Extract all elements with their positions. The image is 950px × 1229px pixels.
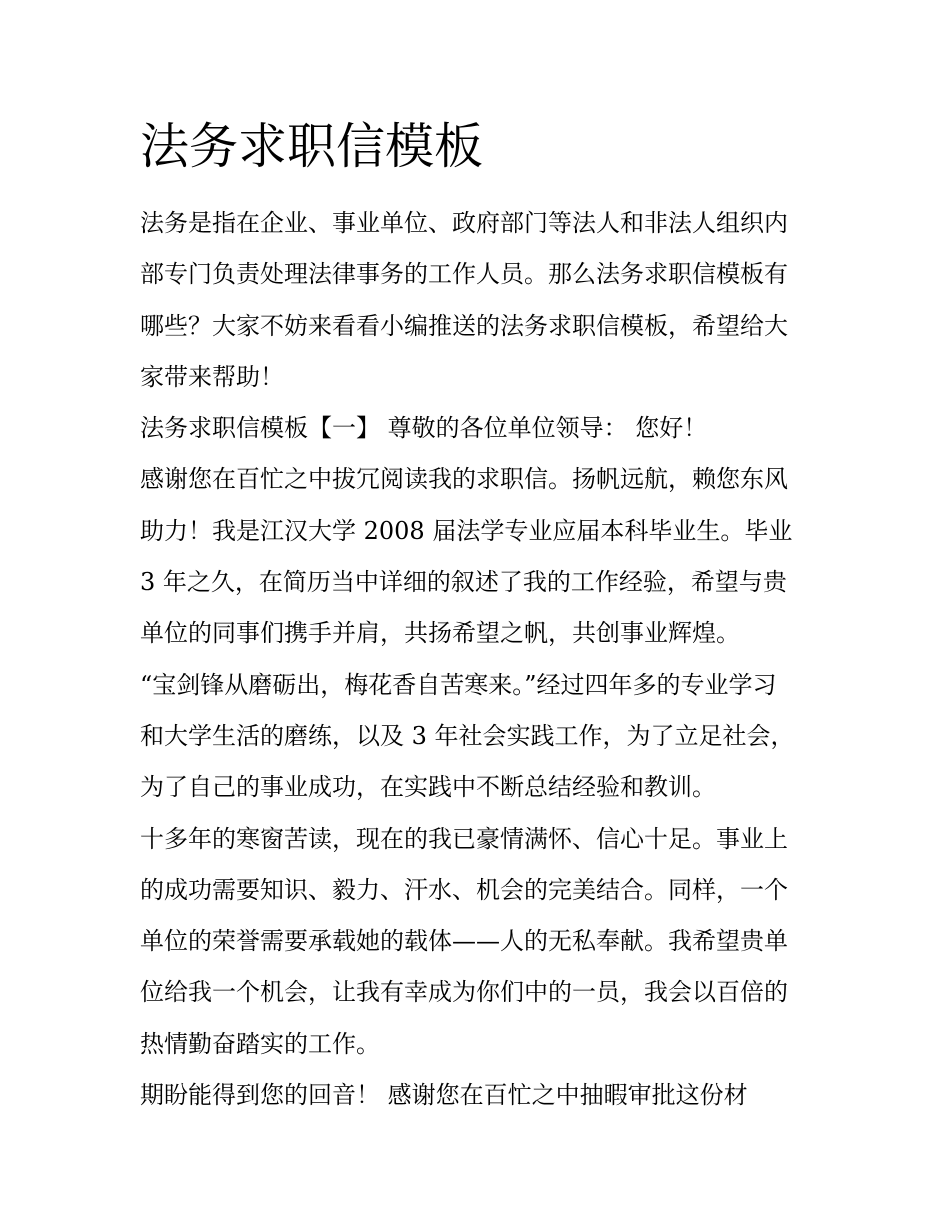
text-line: 热情勤奋踏实的工作。 <box>140 1029 380 1058</box>
text-line: 助力！我是江汉大学 2008 届法学专业应届本科毕业生。毕业 <box>140 516 793 545</box>
paragraph-closing <box>140 1070 820 1121</box>
text-line: 单位的荣誉需要承载她的载体——人的无私奉献。我希望贵单 <box>140 927 788 956</box>
document-title: 法务求职信模板 <box>140 118 484 175</box>
text-line: 单位的同事们携手并肩，共扬希望之帆，共创事业辉煌。 <box>140 619 740 648</box>
paragraph-thanks <box>140 454 820 659</box>
text-line: 的成功需要知识、毅力、汗水、机会的完美结合。同样，一个 <box>140 875 788 904</box>
text-line: 位给我一个机会，让我有幸成为你们中的一员，我会以百倍的 <box>140 978 788 1007</box>
paragraph-quote <box>140 660 820 814</box>
text-line: 和大学生活的磨练，以及 3 年社会实践工作，为了立足社会， <box>140 721 795 750</box>
paragraph-template-heading <box>140 403 820 454</box>
text-line: 部专门负责处理法律事务的工作人员。那么法务求职信模板有 <box>140 260 788 289</box>
text-line: 3 年之久，在简历当中详细的叙述了我的工作经验，希望与贵 <box>140 568 787 597</box>
text-line: 为了自己的事业成功，在实践中不断总结经验和教训。 <box>140 773 716 802</box>
text-line: “宝剑锋从磨砺出，梅花香自苦寒来。”经过四年多的专业学习 <box>140 670 777 699</box>
text-line: 期盼能得到您的回音！ 感谢您在百忙之中抽暇审批这份材 <box>140 1081 748 1110</box>
text-line: 哪些？大家不妨来看看小编推送的法务求职信模板，希望给大 <box>140 311 788 340</box>
text-line: 法务是指在企业、事业单位、政府部门等法人和非法人组织内 <box>140 209 788 237</box>
document-body <box>140 198 820 1121</box>
text-line: 法务求职信模板【一】 尊敬的各位单位领导： 您好！ <box>140 414 708 443</box>
text-line: 十多年的寒窗苦读，现在的我已豪情满怀、信心十足。事业上 <box>140 824 788 853</box>
paragraph-study <box>140 814 820 1070</box>
text-line: 家带来帮助！ <box>140 362 284 391</box>
paragraph-intro <box>140 198 820 403</box>
text-line: 感谢您在百忙之中拔冗阅读我的求职信。扬帆远航，赖您东风 <box>140 465 788 494</box>
